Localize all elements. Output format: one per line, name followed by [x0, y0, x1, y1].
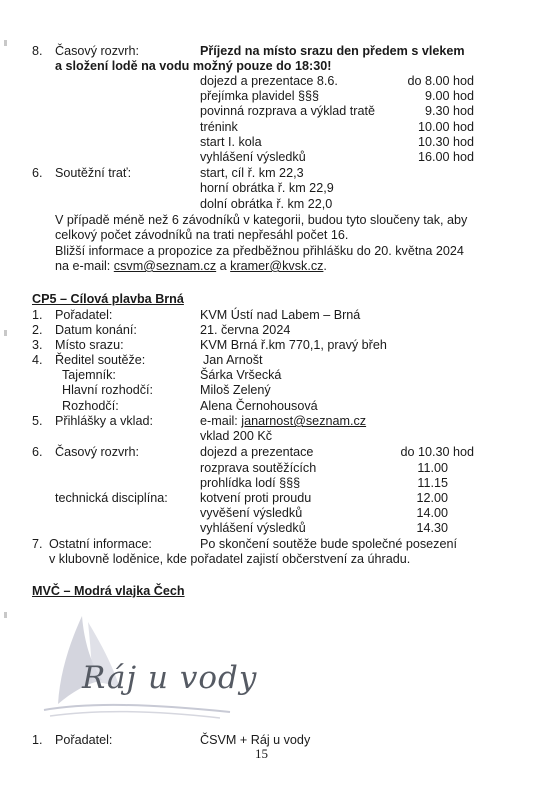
cp5-r2-value: 21. června 2024 [200, 323, 291, 337]
cp5-r7-value2: v klubovně loděnice, kde pořadatel zajistí občerstvení za úhradu. [49, 552, 411, 566]
s8-row-item: povinná rozprava a výklad tratě [200, 104, 376, 118]
cp5-r6-number: 6. [32, 445, 43, 459]
cp5-judge-value: Alena Černohousová [200, 399, 318, 413]
s8-bold-line1: Příjezd na místo srazu den předem s vlekem [200, 44, 465, 58]
cp5-r6-item: dojezd a prezentace [200, 445, 314, 459]
cp5-r6-time: 14.00 [416, 506, 448, 520]
mvc-r1-label: Pořadatel: [55, 733, 113, 747]
s6-line: dolní obrátka ř. km 22,0 [200, 197, 333, 211]
raj-u-vody-logo-text: Ráj u vody [82, 660, 258, 696]
s8-row-item: start I. kola [200, 135, 262, 149]
cp5-r4-number: 4. [32, 353, 43, 367]
cp5-r5-email-line [200, 414, 366, 429]
s8-number: 8. [32, 44, 43, 58]
cp5-r6-label: Časový rozvrh: [55, 445, 139, 459]
mvc-r1-number: 1. [32, 733, 43, 747]
cp5-r3-value: KVM Brná ř.km 770,1, pravý břeh [200, 338, 387, 352]
cp5-chief-judge-value: Miloš Zelený [200, 383, 271, 397]
cp5-r6-item: kotvení proti proudu [200, 491, 312, 505]
cp5-r1-number: 1. [32, 308, 43, 322]
page-number: 15 [255, 746, 268, 761]
cp5-r6-time: do 10.30 hod [400, 445, 474, 459]
cp5-r2-number: 2. [32, 323, 43, 337]
cp5-r1-label: Pořadatel: [55, 308, 113, 322]
scan-mark [4, 40, 7, 46]
cp5-r6-item: vyhlášení výsledků [200, 521, 306, 535]
cp5-tech-label: technická disciplína: [55, 491, 168, 505]
s8-row-time: 9.00 hod [424, 89, 474, 103]
info-paragraph-line: celkový počet závodníků na trati nepřesáhl počet 16. [55, 228, 349, 242]
cp5-r3-number: 3. [32, 338, 43, 352]
cp5-secretary-label: Tajemník: [62, 368, 116, 382]
cp5-r7-label: Ostatní informace: [49, 537, 152, 551]
cp5-r4-value: Jan Arnošt [203, 353, 263, 367]
info-paragraph-line: Bližší informace a propozice za předběžnou přihlášku do 20. května 2024 [55, 244, 464, 258]
s8-row-time: 10.30 hod [417, 135, 474, 149]
s6-number: 6. [32, 166, 43, 180]
wave-line [44, 705, 230, 712]
cp5-r5-fee: vklad 200 Kč [200, 429, 273, 443]
email-suffix: . [323, 259, 327, 273]
scan-mark [4, 612, 7, 618]
cp5-r2-label: Datum konání: [55, 323, 137, 337]
cp5-r7-number: 7. [32, 537, 43, 551]
s8-row-time: 16.00 hod [417, 150, 474, 164]
email-link-kramer[interactable]: kramer@kvsk.cz [230, 259, 324, 273]
s6-label: Soutěžní trať: [55, 166, 132, 180]
s6-line: horní obrátka ř. km 22,9 [200, 181, 334, 195]
wave-line [50, 712, 220, 718]
s8-row-time: 10.00 hod [417, 120, 474, 134]
cp5-section-title: CP5 – Cílová plavba Brná [32, 292, 184, 306]
email-joiner: a [216, 259, 231, 273]
cp5-r4-label: Ředitel soutěže: [55, 353, 146, 367]
email-link-csvm[interactable]: csvm@seznam.cz [113, 259, 217, 273]
cp5-r6-item: rozprava soutěžících [200, 461, 317, 475]
s6-line: start, cíl ř. km 22,3 [200, 166, 304, 180]
cp5-secretary-value: Šárka Vršecká [200, 368, 282, 382]
scan-mark [4, 330, 7, 336]
email-prefix: na e-mail: [55, 259, 114, 273]
mvc-section-title: MVČ – Modrá vlajka Čech [32, 584, 185, 598]
cp5-judge-label: Rozhodčí: [62, 399, 119, 413]
s8-bold-line2: a složení lodě na vodu možný pouze do 18:30! [55, 59, 332, 73]
s8-row-item: dojezd a prezentace 8.6. [200, 74, 338, 88]
s8-row-time: 9.30 hod [424, 104, 474, 118]
cp5-r3-label: Místo srazu: [55, 338, 124, 352]
cp5-r5-number: 5. [32, 414, 43, 428]
mvc-r1-value: ČSVM + Ráj u vody [200, 733, 311, 747]
s8-label: Časový rozvrh: [55, 44, 139, 58]
cp5-r6-item: vyvěšení výsledků [200, 506, 303, 520]
cp5-r6-time: 12.00 [416, 491, 448, 505]
s8-row-item: trénink [200, 120, 238, 134]
s8-row-item: přejímka plavidel §§§ [200, 89, 320, 103]
cp5-r6-time: 11.15 [417, 476, 448, 490]
s8-row-time: do 8.00 hod [407, 74, 474, 88]
s8-row-item: vyhlášení výsledků [200, 150, 306, 164]
cp5-r6-time: 14.30 [416, 521, 448, 535]
cp5-r6-item: prohlídka lodí §§§ [200, 476, 301, 490]
info-paragraph-line: V případě méně než 6 závodníků v kategorii, budou tyto sloučeny tak, aby [55, 213, 468, 227]
cp5-r1-value: KVM Ústí nad Labem – Brná [200, 308, 361, 322]
cp5-r5-label: Přihlášky a vklad: [55, 414, 153, 428]
cp5-chief-judge-label: Hlavní rozhodčí: [62, 383, 153, 397]
email-link-janarnost[interactable]: janarnost@seznam.cz [241, 414, 367, 428]
email-prefix: e-mail: [200, 414, 242, 428]
cp5-r6-time: 11.00 [417, 461, 448, 475]
info-paragraph-line [55, 259, 327, 274]
cp5-r7-value: Po skončení soutěže bude společné posezení [200, 537, 457, 551]
